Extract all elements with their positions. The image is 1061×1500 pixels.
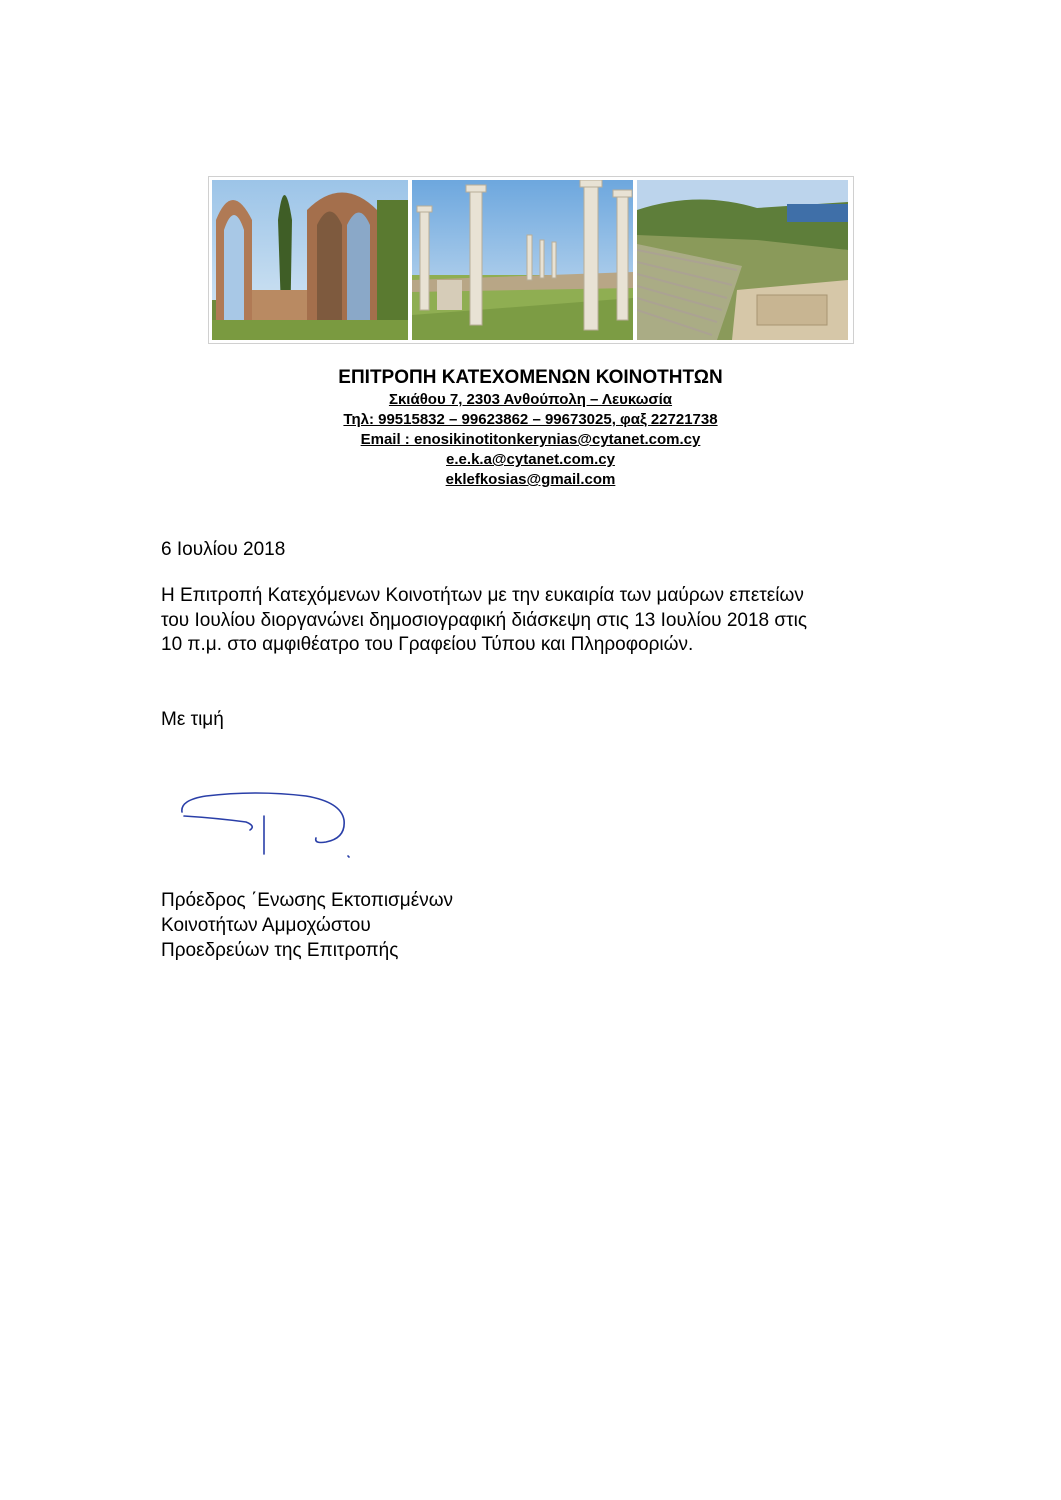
letter-body-line: του Ιουλίου διοργανώνει δημοσιογραφική διάσκεψη στις 13 Ιουλίου 2018 στις (161, 609, 807, 631)
organization-address: Σκιάθου 7, 2303 Ανθούπολη – Λευκωσία (388, 391, 673, 408)
signer-block (161, 888, 453, 963)
letter-date: 6 Ιουλίου 2018 (161, 539, 286, 560)
gothic-abbey-ruins-photo (212, 180, 408, 340)
roman-columns-photo (412, 180, 633, 340)
letter-body-line: 10 π.μ. στο αμφιθέατρο του Γραφείου Τύπου και Πληροφοριών. (161, 634, 694, 655)
organization-header (0, 366, 1061, 490)
letter-closing: Με τιμή (161, 709, 224, 730)
header-photo-banner (208, 176, 854, 344)
handwritten-signature (176, 786, 366, 866)
signer-line: Προεδρεύων της Επιτροπής (161, 940, 399, 961)
letter-body (161, 584, 921, 658)
organization-email-secondary[interactable]: e.e.k.a@cytanet.com.cy (446, 451, 615, 468)
organization-phones: Τηλ: 99515832 – 99623862 – 99673025, φαξ 22721738 (343, 411, 718, 428)
organization-title: ΕΠΙΤΡΟΠΗ ΚΑΤΕΧΟΜΕΝΩΝ ΚΟΙΝΟΤΗΤΩΝ (338, 367, 723, 388)
signer-line: Πρόεδρος ΄Ενωσης Εκτοπισμένων (161, 890, 454, 911)
letter-body-line: Η Επιτροπή Κατεχόμενων Κοινοτήτων με την ευκαιρία των μαύρων επετείων (161, 585, 804, 606)
organization-email-tertiary[interactable]: eklefkosias@gmail.com (445, 471, 616, 488)
organization-email-primary[interactable]: Email : enosikinotitonkerynias@cytanet.com.cy (360, 431, 701, 448)
ancient-theatre-photo (637, 180, 848, 340)
signer-line: Κοινοτήτων Αμμοχώστου (161, 915, 371, 936)
